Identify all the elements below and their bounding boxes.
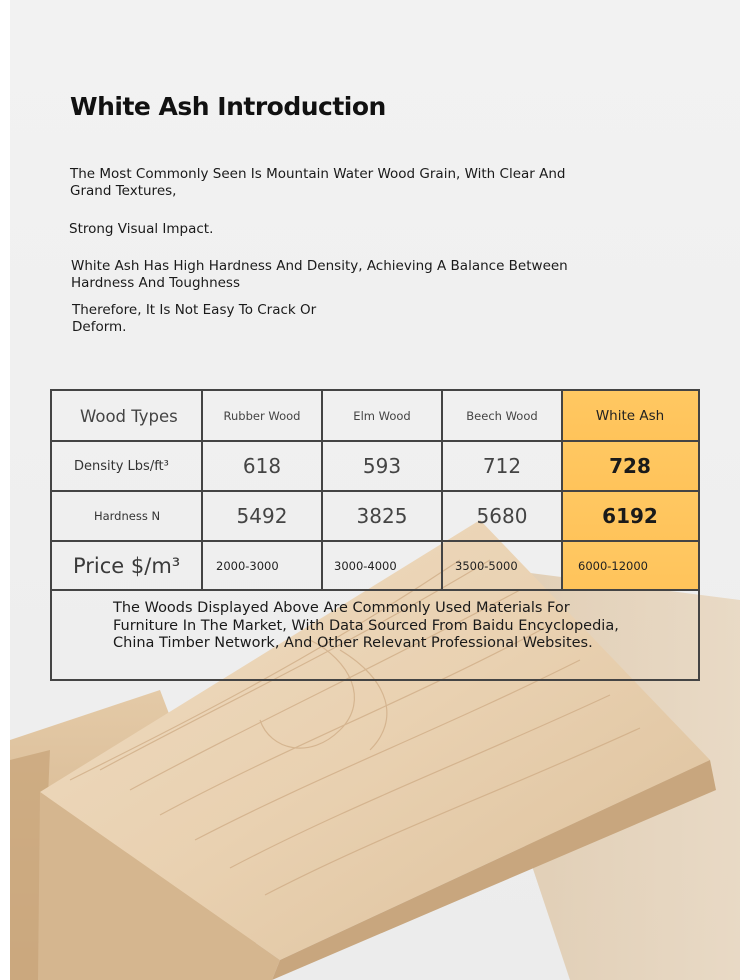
product-panel [10,0,740,980]
price-white-ash: 6000-12000 [562,541,698,591]
hardness-white-ash: 6192 [562,491,698,541]
header-white-ash: White Ash [562,391,698,441]
intro-paragraph-3: White Ash Has High Hardness And Density, Achieving A Balance Between Hardness And Toughness [71,258,568,291]
table-divider [52,589,698,591]
table-divider [52,540,698,542]
intro-paragraph-2: Strong Visual Impact. [69,221,214,237]
row-label-price: Price $/m³ [73,554,181,578]
table-divider [441,391,443,589]
table-divider [321,391,323,589]
price-elm-wood: 3000-4000 [334,559,397,573]
header-beech-wood: Beech Wood [466,409,538,423]
header-wood-types: Wood Types [80,406,178,426]
header-elm-wood: Elm Wood [353,409,411,423]
density-elm-wood: 593 [362,454,402,478]
density-rubber-wood: 618 [242,454,282,478]
price-beech-wood: 3500-5000 [455,559,518,573]
header-rubber-wood: Rubber Wood [223,409,301,423]
row-label-density: Density Lbs/ft³ [74,458,169,474]
density-beech-wood: 712 [482,454,522,478]
hardness-elm-wood: 3825 [356,504,408,528]
table-header-row [52,391,698,441]
price-rubber-wood: 2000-3000 [216,559,279,573]
intro-paragraph-4: Therefore, It Is Not Easy To Crack Or Deform. [72,302,317,335]
table-divider [201,391,203,589]
table-divider [52,440,698,442]
hardness-beech-wood: 5680 [476,504,528,528]
intro-paragraph-1: The Most Commonly Seen Is Mountain Water Wood Grain, With Clear And Grand Textures, [70,166,566,199]
table-row-hardness [52,491,698,541]
table-row-density [52,441,698,491]
row-label-hardness: Hardness N [93,509,161,523]
density-white-ash: 728 [562,441,698,491]
wood-comparison-table [50,389,700,681]
page-title: White Ash Introduction [70,92,386,121]
hardness-rubber-wood: 5492 [236,504,288,528]
table-divider [561,391,563,589]
table-source-note: The Woods Displayed Above Are Commonly Used Materials For Furniture In The Market, With Data Sourced From Baidu Encyclopedia, China Timber Network, And Other Relevant Professional Websites. [113,600,619,651]
table-divider [52,490,698,492]
table-row-price [52,541,698,591]
